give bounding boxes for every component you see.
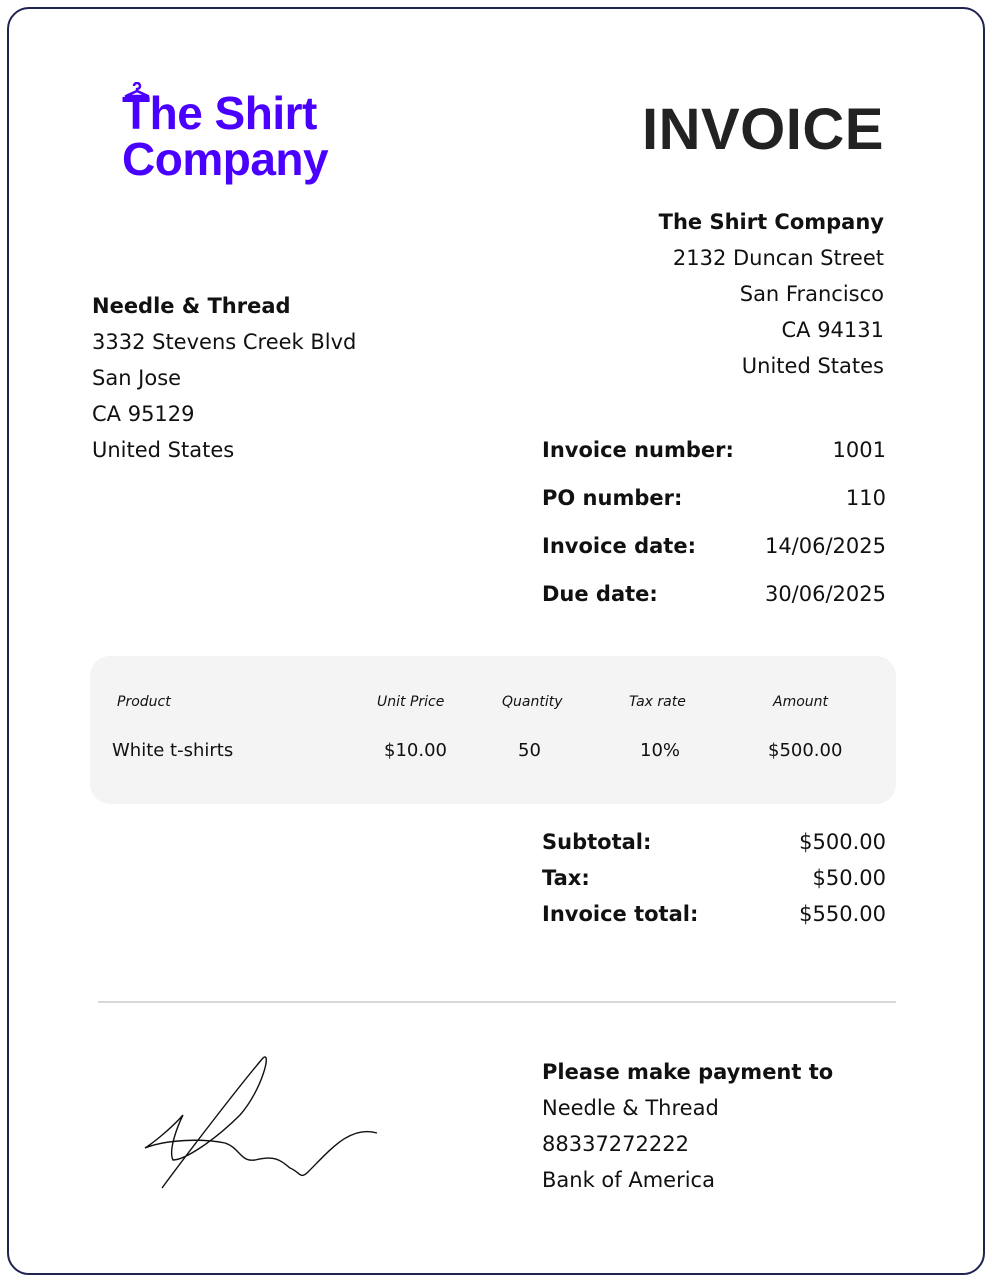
payment-details [542,1054,833,1198]
meta-row [542,474,886,522]
invoice-meta [542,426,886,618]
header-quantity: Quantity [502,694,563,710]
sender-country: United States [741,354,884,378]
cell-quantity: 50 [518,740,541,761]
brand-logo [122,87,329,185]
total-value: $500.00 [799,830,886,854]
cell-tax-rate: 10% [640,740,681,761]
sender-name: The Shirt Company [658,210,884,234]
sender-city: San Francisco [739,282,884,306]
line-items-table [90,656,896,804]
meta-value: 1001 [832,438,886,462]
cell-amount: $500.00 [768,740,843,761]
tax-row [542,860,886,896]
meta-label: PO number: [542,486,683,510]
document-title: INVOICE [642,97,884,162]
totals [542,824,886,932]
meta-label: Invoice date: [542,534,696,558]
total-label: Invoice total: [542,902,699,926]
total-label: Tax: [542,866,590,890]
meta-value: 14/06/2025 [764,534,886,558]
header-product: Product [117,694,171,710]
meta-row [542,426,886,474]
meta-label: Due date: [542,582,658,606]
hanger-icon [124,82,150,98]
recipient-name: Needle & Thread [92,294,291,318]
payment-name: Needle & Thread [542,1096,719,1120]
payment-heading: Please make payment to [542,1060,834,1084]
recipient-region: CA 95129 [92,402,195,426]
invoice-total-row [542,896,886,932]
recipient-address [92,288,356,468]
meta-value: 30/06/2025 [764,582,886,606]
subtotal-row [542,824,886,860]
sender-region: CA 94131 [781,318,884,342]
meta-row [542,522,886,570]
sender-street: 2132 Duncan Street [672,246,884,270]
payment-bank: Bank of America [542,1168,715,1192]
total-value: $50.00 [812,866,886,890]
meta-row [542,570,886,618]
header-unit-price: Unit Price [377,694,445,710]
recipient-street: 3332 Stevens Creek Blvd [92,330,357,354]
header-amount: Amount [773,694,829,710]
brand-line1: The Shirt [122,87,317,139]
meta-label: Invoice number: [542,438,734,462]
payment-account: 88337272222 [542,1132,689,1156]
total-label: Subtotal: [542,830,652,854]
recipient-city: San Jose [92,366,182,390]
cell-product: White t-shirts [112,740,234,761]
recipient-country: United States [92,438,235,462]
brand-line2: Company [122,133,329,185]
meta-value: 110 [845,486,886,510]
total-value: $550.00 [799,902,886,926]
invoice-page [7,7,985,1275]
sender-address [659,204,884,384]
cell-unit-price: $10.00 [384,740,447,761]
header-tax-rate: Tax rate [629,694,686,710]
divider [98,1001,896,1003]
